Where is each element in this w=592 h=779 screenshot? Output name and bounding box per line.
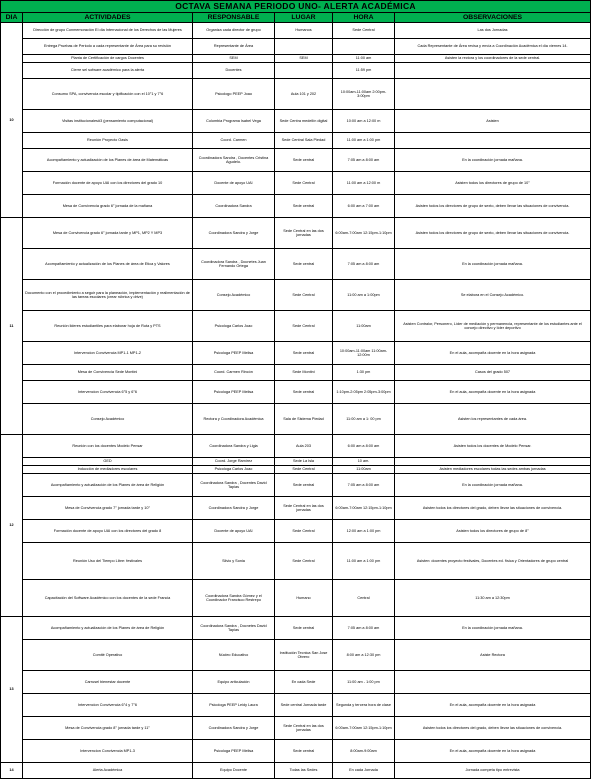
time-cell: 8:00am-9:00am — [333, 740, 395, 763]
time-cell: 6:00am-7:00am 12:15pm-1:10pm — [333, 497, 395, 520]
responsible-cell: Organiza cada director de grupo — [193, 23, 275, 39]
responsible-cell: Equipo Docente — [193, 763, 275, 779]
place-cell: Sede Central — [275, 543, 333, 580]
notes-cell: Asisten todos los directores del grado, deben llevar las situaciones de convivencia. — [395, 717, 591, 740]
activity-cell: Inducción de mediadores escolares — [23, 466, 193, 474]
place-cell: En cada Sede — [275, 671, 333, 694]
notes-cell — [395, 63, 591, 79]
activity-cell: Mesa de Convivencia grado 8° jornada tarde y 11° — [23, 717, 193, 740]
time-cell: 7:05 am a 8:00 am — [333, 249, 395, 280]
place-cell — [275, 39, 333, 55]
activity-cell: Capacitación del Software Académico con los docentes de la sede Francia — [23, 580, 193, 617]
table-row — [1, 381, 591, 404]
notes-cell — [395, 79, 591, 110]
notes-cell: Asisten la rectora y los coordinadores de la sede central. — [395, 55, 591, 63]
time-cell: 11:00am — [333, 311, 395, 342]
place-cell: Humano — [275, 580, 333, 617]
time-cell: Sede Central — [333, 23, 395, 39]
activity-cell: Mesa de Convivencia grado 6° jornada tarde y MP1, MP2 Y MP3 — [23, 218, 193, 249]
place-cell: Sede Central en las dos jornadas — [275, 497, 333, 520]
notes-cell: Asisten todos los directores de grupo de sexto, deben llevar las situaciones de convivencia. — [395, 218, 591, 249]
table-row — [1, 110, 591, 133]
place-cell: Humanos — [275, 23, 333, 39]
time-cell: 12:00 am a 1:00 pm — [333, 520, 395, 543]
time-cell: 11:00 am — [333, 55, 395, 63]
schedule-body — [1, 23, 591, 779]
responsible-cell: SEM — [193, 55, 275, 63]
table-row — [1, 474, 591, 497]
responsible-cell: Coordinadora Sandra , Docnetes David Tapias — [193, 617, 275, 640]
responsible-cell: Representante de Área — [193, 39, 275, 55]
place-cell: Todas las Sedes — [275, 763, 333, 779]
table-row — [1, 497, 591, 520]
responsible-cell: Coord. Carmen Rincón — [193, 365, 275, 381]
notes-cell: Asisten los representantes de cada área. — [395, 404, 591, 435]
activity-cell: Consumo SPA, convivencia escolar y tipificación con el 10°1 y 7°6 — [23, 79, 193, 110]
header-row — [1, 13, 591, 23]
time-cell: Central — [333, 580, 395, 617]
responsible-cell: Psicologa Carlos Joao — [193, 466, 275, 474]
table-row — [1, 280, 591, 311]
activity-cell: Reunión Proyecto Oasis — [23, 133, 193, 149]
place-cell: Sede Central en las dos jornadas — [275, 717, 333, 740]
notes-cell: Asisten todos los docentes de Modelo Pensar. — [395, 435, 591, 458]
table-row — [1, 39, 591, 55]
notes-cell: Asisten todos los directores de grupo de 10° — [395, 172, 591, 195]
table-row — [1, 543, 591, 580]
time-cell: 7:05 am a 8:00 am — [333, 617, 395, 640]
activity-cell: GED — [23, 458, 193, 466]
activity-cell: Intervencion Convivencia MP1-1 MP1-2 — [23, 342, 193, 365]
place-cell: Sede Central — [275, 172, 333, 195]
responsible-cell: Coordinadora Sandra y Jorge — [193, 497, 275, 520]
place-cell: Sede central — [275, 249, 333, 280]
responsible-cell: Rectora y Coordinadora Académica — [193, 404, 275, 435]
notes-cell: Casos del grado 507 — [395, 365, 591, 381]
responsible-cell: Equipo articulación — [193, 671, 275, 694]
activity-cell: Mesa de Convivencia grado 7° jornada tarde y 10° — [23, 497, 193, 520]
table-row — [1, 55, 591, 63]
table-row — [1, 63, 591, 79]
responsible-cell: Coordinadora Sandra , Docentes Cristina Agudelo. — [193, 149, 275, 172]
time-cell: 8:00 am a 12:30 pm — [333, 640, 395, 671]
place-cell: Sede Central en las dos jornadas — [275, 218, 333, 249]
day-cell: 10 — [1, 23, 23, 218]
notes-cell: En el aula, acompaña docente en la hora asignada — [395, 694, 591, 717]
time-cell: 11:00 am a 1:00 pm — [333, 133, 395, 149]
responsible-cell: Coordinadora Sandra Gómez y el Coordinador Francisco Restrepo — [193, 580, 275, 617]
activity-cell: Alerta Académica — [23, 763, 193, 779]
place-cell: Sede central — [275, 195, 333, 218]
responsible-cell: Coordinadora Sandra y Ligia — [193, 435, 275, 458]
day-cell: 11 — [1, 218, 23, 435]
responsible-cell: Psicologa PEEP Melisa — [193, 381, 275, 404]
responsible-cell: Docentes — [193, 63, 275, 79]
place-cell: Sede central Jornada tarde — [275, 694, 333, 717]
schedule-title: OCTAVA SEMANA PERIODO UNO- ALERTA ACADÉMICA — [1, 1, 591, 13]
notes-cell: En la coordinación jornada mañana. — [395, 149, 591, 172]
column-header-time: HORA — [333, 13, 395, 23]
notes-cell: En la coordinación jornada mañana. — [395, 617, 591, 640]
activity-cell: Intervencion Convivencia 6°5 y 6°6 — [23, 381, 193, 404]
activity-cell: Intervencion Convivencia 6°4 y 7°6 — [23, 694, 193, 717]
place-cell: Sede central — [275, 474, 333, 497]
place-cell: Sala de Sistema Piedad — [275, 404, 333, 435]
time-cell: 6:00am-7:00am 12:15pm-1:10pm — [333, 218, 395, 249]
place-cell: Institución Tecnica San Jose Obrero — [275, 640, 333, 671]
notes-cell: Se elabora en el Consejo Académico. — [395, 280, 591, 311]
notes-cell: Asisten todos los directores de grupo de sexto, deben llevar las situaciones de convivencia. — [395, 195, 591, 218]
time-cell: 10:00 am a 12:00 m — [333, 110, 395, 133]
time-cell: 6:00 am a 7:00 am — [333, 195, 395, 218]
title-row — [1, 1, 591, 13]
table-row — [1, 617, 591, 640]
table-row — [1, 218, 591, 249]
place-cell: SEM — [275, 55, 333, 63]
table-row — [1, 580, 591, 617]
responsible-cell: Psicologa Carlos Joao — [193, 311, 275, 342]
table-row — [1, 466, 591, 474]
time-cell: 7:05 am a 8:00 am — [333, 474, 395, 497]
time-cell — [333, 39, 395, 55]
table-row — [1, 763, 591, 779]
time-cell: 11:00 am a 1:00pm — [333, 280, 395, 311]
time-cell: 10 am. — [333, 458, 395, 466]
responsible-cell: Psicologa PEEP Melisa — [193, 342, 275, 365]
time-cell: 11:59 pm — [333, 63, 395, 79]
place-cell: Sede Montini — [275, 365, 333, 381]
place-cell: Sede central — [275, 617, 333, 640]
table-row — [1, 520, 591, 543]
place-cell: Sede Central — [275, 520, 333, 543]
table-row — [1, 133, 591, 149]
time-cell: 7:05 am a 8:00 am — [333, 149, 395, 172]
table-row — [1, 404, 591, 435]
column-header-day: DIA — [1, 13, 23, 23]
table-row — [1, 149, 591, 172]
activity-cell: Entrega Pruebas de Periodo a cada representante de Área para su revisión — [23, 39, 193, 55]
notes-cell: Asisten Contralor, Personero, Líder de mediación y permanencia, representante de los estudiantes ante el concejo directivo y líder deportivo — [395, 311, 591, 342]
table-row — [1, 694, 591, 717]
activity-cell: Consejo Académico — [23, 404, 193, 435]
place-cell — [275, 63, 333, 79]
responsible-cell: Silvio y Sonia — [193, 543, 275, 580]
responsible-cell: Coord. Jorge Ramírez — [193, 458, 275, 466]
notes-cell: En el aula, acompaña docente en la hora asignada — [395, 381, 591, 404]
table-row — [1, 195, 591, 218]
activity-cell: Documento con el procedimiento a seguir para la planeación, implementación y realimentación de las tareas escolares (crear rúbrica y drive) — [23, 280, 193, 311]
time-cell: Segunda y tercera hora de clase — [333, 694, 395, 717]
time-cell: 11:00 am a 12:00 m — [333, 172, 395, 195]
time-cell: 10:00am-11:00am 11:00am-12:00m — [333, 342, 395, 365]
table-row — [1, 79, 591, 110]
activity-cell: Reunión Uso del Tiempo Libre: festivales — [23, 543, 193, 580]
activity-cell: Comité Operativo — [23, 640, 193, 671]
notes-cell: En el aula, acompaña docente en la hora asignada — [395, 342, 591, 365]
activity-cell: Planta de Certificación de cargos Docentes — [23, 55, 193, 63]
responsible-cell: Psicologa PEEP Leidy Laura — [193, 694, 275, 717]
notes-cell — [395, 671, 591, 694]
activity-cell: Formación docente de apoyo UAI con los directores del grado 10 — [23, 172, 193, 195]
place-cell: Sede Central Sala Piedad — [275, 133, 333, 149]
table-row — [1, 172, 591, 195]
time-cell: 1:30 pm — [333, 365, 395, 381]
notes-cell: En la coordinación jornada mañana. — [395, 474, 591, 497]
table-row — [1, 249, 591, 280]
column-header-place: LUGAR — [275, 13, 333, 23]
place-cell: Sede Central — [275, 311, 333, 342]
table-row — [1, 458, 591, 466]
table-row — [1, 671, 591, 694]
responsible-cell: Coord. Carmen — [193, 133, 275, 149]
place-cell: Sede Centra medellín digital — [275, 110, 333, 133]
time-cell: 11:00 am - 1:00 pm — [333, 671, 395, 694]
responsible-cell: Coordinadora Sandra , Docnetes Juan Fernando Ortega — [193, 249, 275, 280]
place-cell: Sede central — [275, 342, 333, 365]
column-header-responsible: RESPONSABLE — [193, 13, 275, 23]
table-row — [1, 342, 591, 365]
place-cell: Sede central — [275, 149, 333, 172]
notes-cell: 11:30 am a 12:30pm — [395, 580, 591, 617]
table-row — [1, 23, 591, 39]
activity-cell: Acompañamiento y actualización de los Planes de área de Etica y Valores — [23, 249, 193, 280]
activity-cell: Intervencion Convivencia MP1-3 — [23, 740, 193, 763]
time-cell: 11:00am — [333, 466, 395, 474]
responsible-cell: Psicologo PEEP Joao — [193, 79, 275, 110]
activity-cell: Carrusel bienestar docente — [23, 671, 193, 694]
table-row — [1, 435, 591, 458]
column-header-notes: OBSERVACIONES — [395, 13, 591, 23]
activity-cell: Mesa de Convivencia Sede Montini — [23, 365, 193, 381]
place-cell: Sede Central — [275, 466, 333, 474]
time-cell: 10:00am-11:00am 2:00pm-3:00pm — [333, 79, 395, 110]
day-cell: 14 — [1, 763, 23, 779]
place-cell: Sede central — [275, 381, 333, 404]
table-row — [1, 740, 591, 763]
responsible-cell: Coordinadora Sandra — [193, 195, 275, 218]
responsible-cell: Consejo Académico — [193, 280, 275, 311]
activity-cell: Reunión lideres estudiantiles para elaborar hoja de Ruta y PTS — [23, 311, 193, 342]
notes-cell: Asiste Rectora — [395, 640, 591, 671]
notes-cell: En el aula, acompaña docente en la hora asignada — [395, 740, 591, 763]
activity-cell: Reunión con los docentes Modelo Pensar — [23, 435, 193, 458]
notes-cell — [395, 133, 591, 149]
time-cell: 11:00 am a 1:00 pm — [333, 543, 395, 580]
column-header-activities: ACTIVIDADES — [23, 13, 193, 23]
responsible-cell: Colombia Programa Isabel Vega — [193, 110, 275, 133]
notes-cell: Asisten todos los directores de grupo de 8° — [395, 520, 591, 543]
activity-cell: Cierre sel sofware académico para la alerta — [23, 63, 193, 79]
responsible-cell: Docente de apoyo UAI — [193, 172, 275, 195]
day-cell: 13 — [1, 617, 23, 763]
activity-cell: Visitas institucionales#3 (pensamiento computacional) — [23, 110, 193, 133]
table-row — [1, 365, 591, 381]
time-cell: 11:00 am a 1: 00 pm — [333, 404, 395, 435]
notes-cell — [395, 458, 591, 466]
notes-cell: Asisten mediadores escolares todas las sedes ambas jornadas — [395, 466, 591, 474]
activity-cell: Formación docente de apoyo UAI con los directores del grado 8 — [23, 520, 193, 543]
notes-cell: En la coordinación jornada mañana. — [395, 249, 591, 280]
activity-cell: Mesa de Convivencia grado 6° jornada de la mañana — [23, 195, 193, 218]
time-cell: 6:00am-7:00am 12:15pm-1:10pm — [333, 717, 395, 740]
activity-cell: Dirección de grupo Conmemoración El día Internacional de los Derechos de las Mujeres — [23, 23, 193, 39]
place-cell: Sede central — [275, 740, 333, 763]
activity-cell: Acompañamiento y actualización de los Planes de área de Matemáticas — [23, 149, 193, 172]
responsible-cell: Docente de apoyo UAI — [193, 520, 275, 543]
notes-cell: Asisten todos los directores del grado, deben llevar las situaciones de convivencia. — [395, 497, 591, 520]
day-cell: 12 — [1, 435, 23, 617]
table-row — [1, 640, 591, 671]
place-cell: Aula 203 — [275, 435, 333, 458]
responsible-cell: Psicologa PEEP Melisa — [193, 740, 275, 763]
activity-cell: Acompañamiento y actualización de los Planes de área de Religión — [23, 617, 193, 640]
notes-cell: Asisten: docentes proyecto festivales, Docentes ed. física y Orientadores de grupo central — [395, 543, 591, 580]
notes-cell: Asisten — [395, 110, 591, 133]
place-cell: Sede Central — [275, 280, 333, 311]
table-row — [1, 311, 591, 342]
activity-cell: Acompañamiento y actualización de los Planes de área de Religión — [23, 474, 193, 497]
responsible-cell: Coordinadora Sandra y Jorge — [193, 717, 275, 740]
notes-cell: Cada Representante de Área revisa y envía a Coordinación Académica el día viernes 14. — [395, 39, 591, 55]
time-cell: En cada Jornada — [333, 763, 395, 779]
time-cell: 1:10pm-2:05pm 2:05pm-3:00pm — [333, 381, 395, 404]
notes-cell: Las dos Jornadas — [395, 23, 591, 39]
place-cell: Sede La Isla — [275, 458, 333, 466]
notes-cell: Jornada competa tipo entrevista — [395, 763, 591, 779]
place-cell: Aula 101 y 202 — [275, 79, 333, 110]
responsible-cell: Coordinadora Sandra y Jorge — [193, 218, 275, 249]
responsible-cell: Coordinadora Sandra , Docentes David Tapias — [193, 474, 275, 497]
responsible-cell: Núcleo Educativo — [193, 640, 275, 671]
table-row — [1, 717, 591, 740]
time-cell: 6:00 am a 8:00 am — [333, 435, 395, 458]
